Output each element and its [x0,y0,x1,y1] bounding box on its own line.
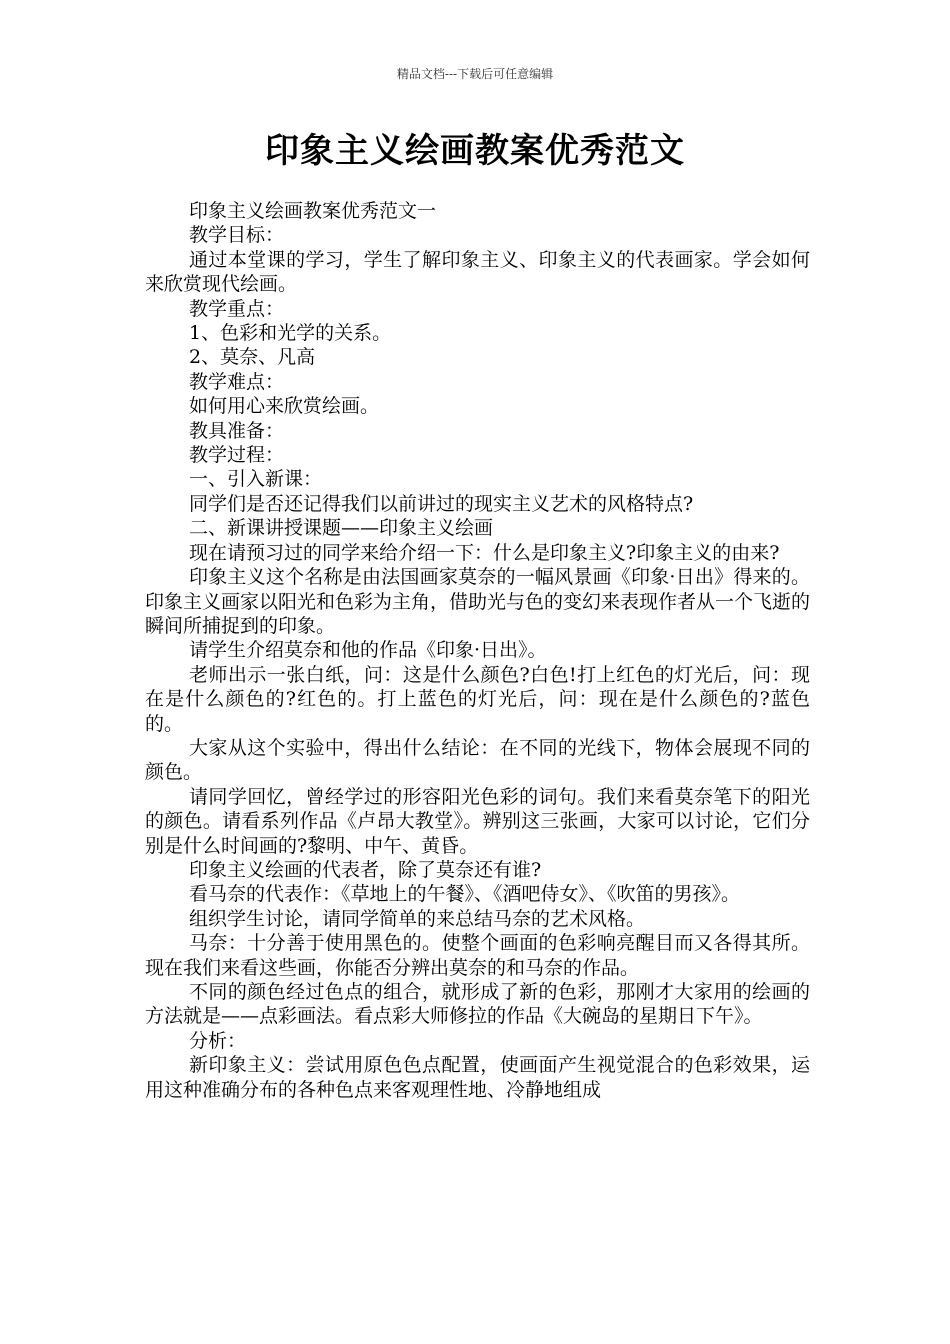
paragraph: 同学们是否还记得我们以前讲过的现实主义艺术的风格特点? [189,492,694,515]
paragraph: 教学重点： [189,297,285,320]
paragraph: 印象主义绘画的代表者，除了莫奈还有谁? [189,858,542,881]
paragraph: 教学过程： [189,444,285,467]
paragraph: 教学目标： [189,224,285,247]
paragraph: 请同学回忆，曾经学过的形容阳光色彩的词句。我们来看莫奈笔下的阳光的颜色。请看系列作品《卢昂大教堂》。辨别这三张画，大家可以讨论，它们分别是什么时间画的?黎明、中午、黄昏。 [145,785,810,857]
paragraph: 看马奈的代表作：《草地上的午餐》、《酒吧侍女》、《吹笛的男孩》。 [189,883,741,906]
paragraph: 分析： [189,1029,247,1052]
paragraph: 教具准备： [189,419,285,442]
document-title: 印象主义绘画教案优秀范文 [265,131,685,171]
paragraph: 大家从这个实验中，得出什么结论：在不同的光线下，物体会展现不同的颜色。 [145,736,810,784]
paragraph: 一、引入新课： [189,468,323,491]
paragraph: 现在请预习过的同学来给介绍一下：什么是印象主义?印象主义的由来? [189,541,780,564]
paragraph: 印象主义绘画教案优秀范文一 [189,200,437,222]
paragraph: 印象主义这个名称是由法国画家莫奈的一幅风景画《印象·日出》得来的。印象主义画家以阳光和色彩为主角，借助光与色的变幻来表现作者从一个飞逝的瞬间所捕捉到的印象。 [145,566,811,637]
paragraph: 教学难点： [189,370,285,393]
header-note: 精品文档---下载后可任意编辑 [396,67,554,81]
paragraph: 1、色彩和光学的关系。 [189,322,392,345]
paragraph: 通过本堂课的学习，学生了解印象主义、印象主义的代表画家。学会如何来欣赏现代绘画。 [145,248,810,296]
paragraph: 不同的颜色经过色点的组合，就形成了新的色彩，那刚才大家用的绘画的方法就是——点彩画法。看点彩大师修拉的作品《大碗岛的星期日下午》。 [145,981,810,1028]
paragraph: 2、莫奈、凡高 [189,346,316,369]
paragraph: 请学生介绍莫奈和他的作品《印象·日出》。 [189,639,547,662]
paragraph: 老师出示一张白纸，问：这是什么颜色?白色!打上红色的灯光后，问：现在是什么颜色的?红色的。打上蓝色的灯光后，问：现在是什么颜色的?蓝色的。 [145,663,810,735]
paragraph: 新印象主义：尝试用原色色点配置，使画面产生视觉混合的色彩效果，运用这种准确分布的各种色点来客观理性地、冷静地组成 [145,1054,810,1101]
document-body [145,199,810,1102]
paragraph: 如何用心来欣赏绘画。 [189,395,380,418]
paragraph: 马奈：十分善于使用黑色的。使整个画面的色彩响亮醒目而又各得其所。现在我们来看这些画，你能否分辨出莫奈的和马奈的作品。 [145,932,810,979]
paragraph: 二、新课讲授课题——印象主义绘画 [189,517,494,540]
paragraph: 组织学生讨论，请同学简单的来总结马奈的艺术风格。 [189,907,646,930]
